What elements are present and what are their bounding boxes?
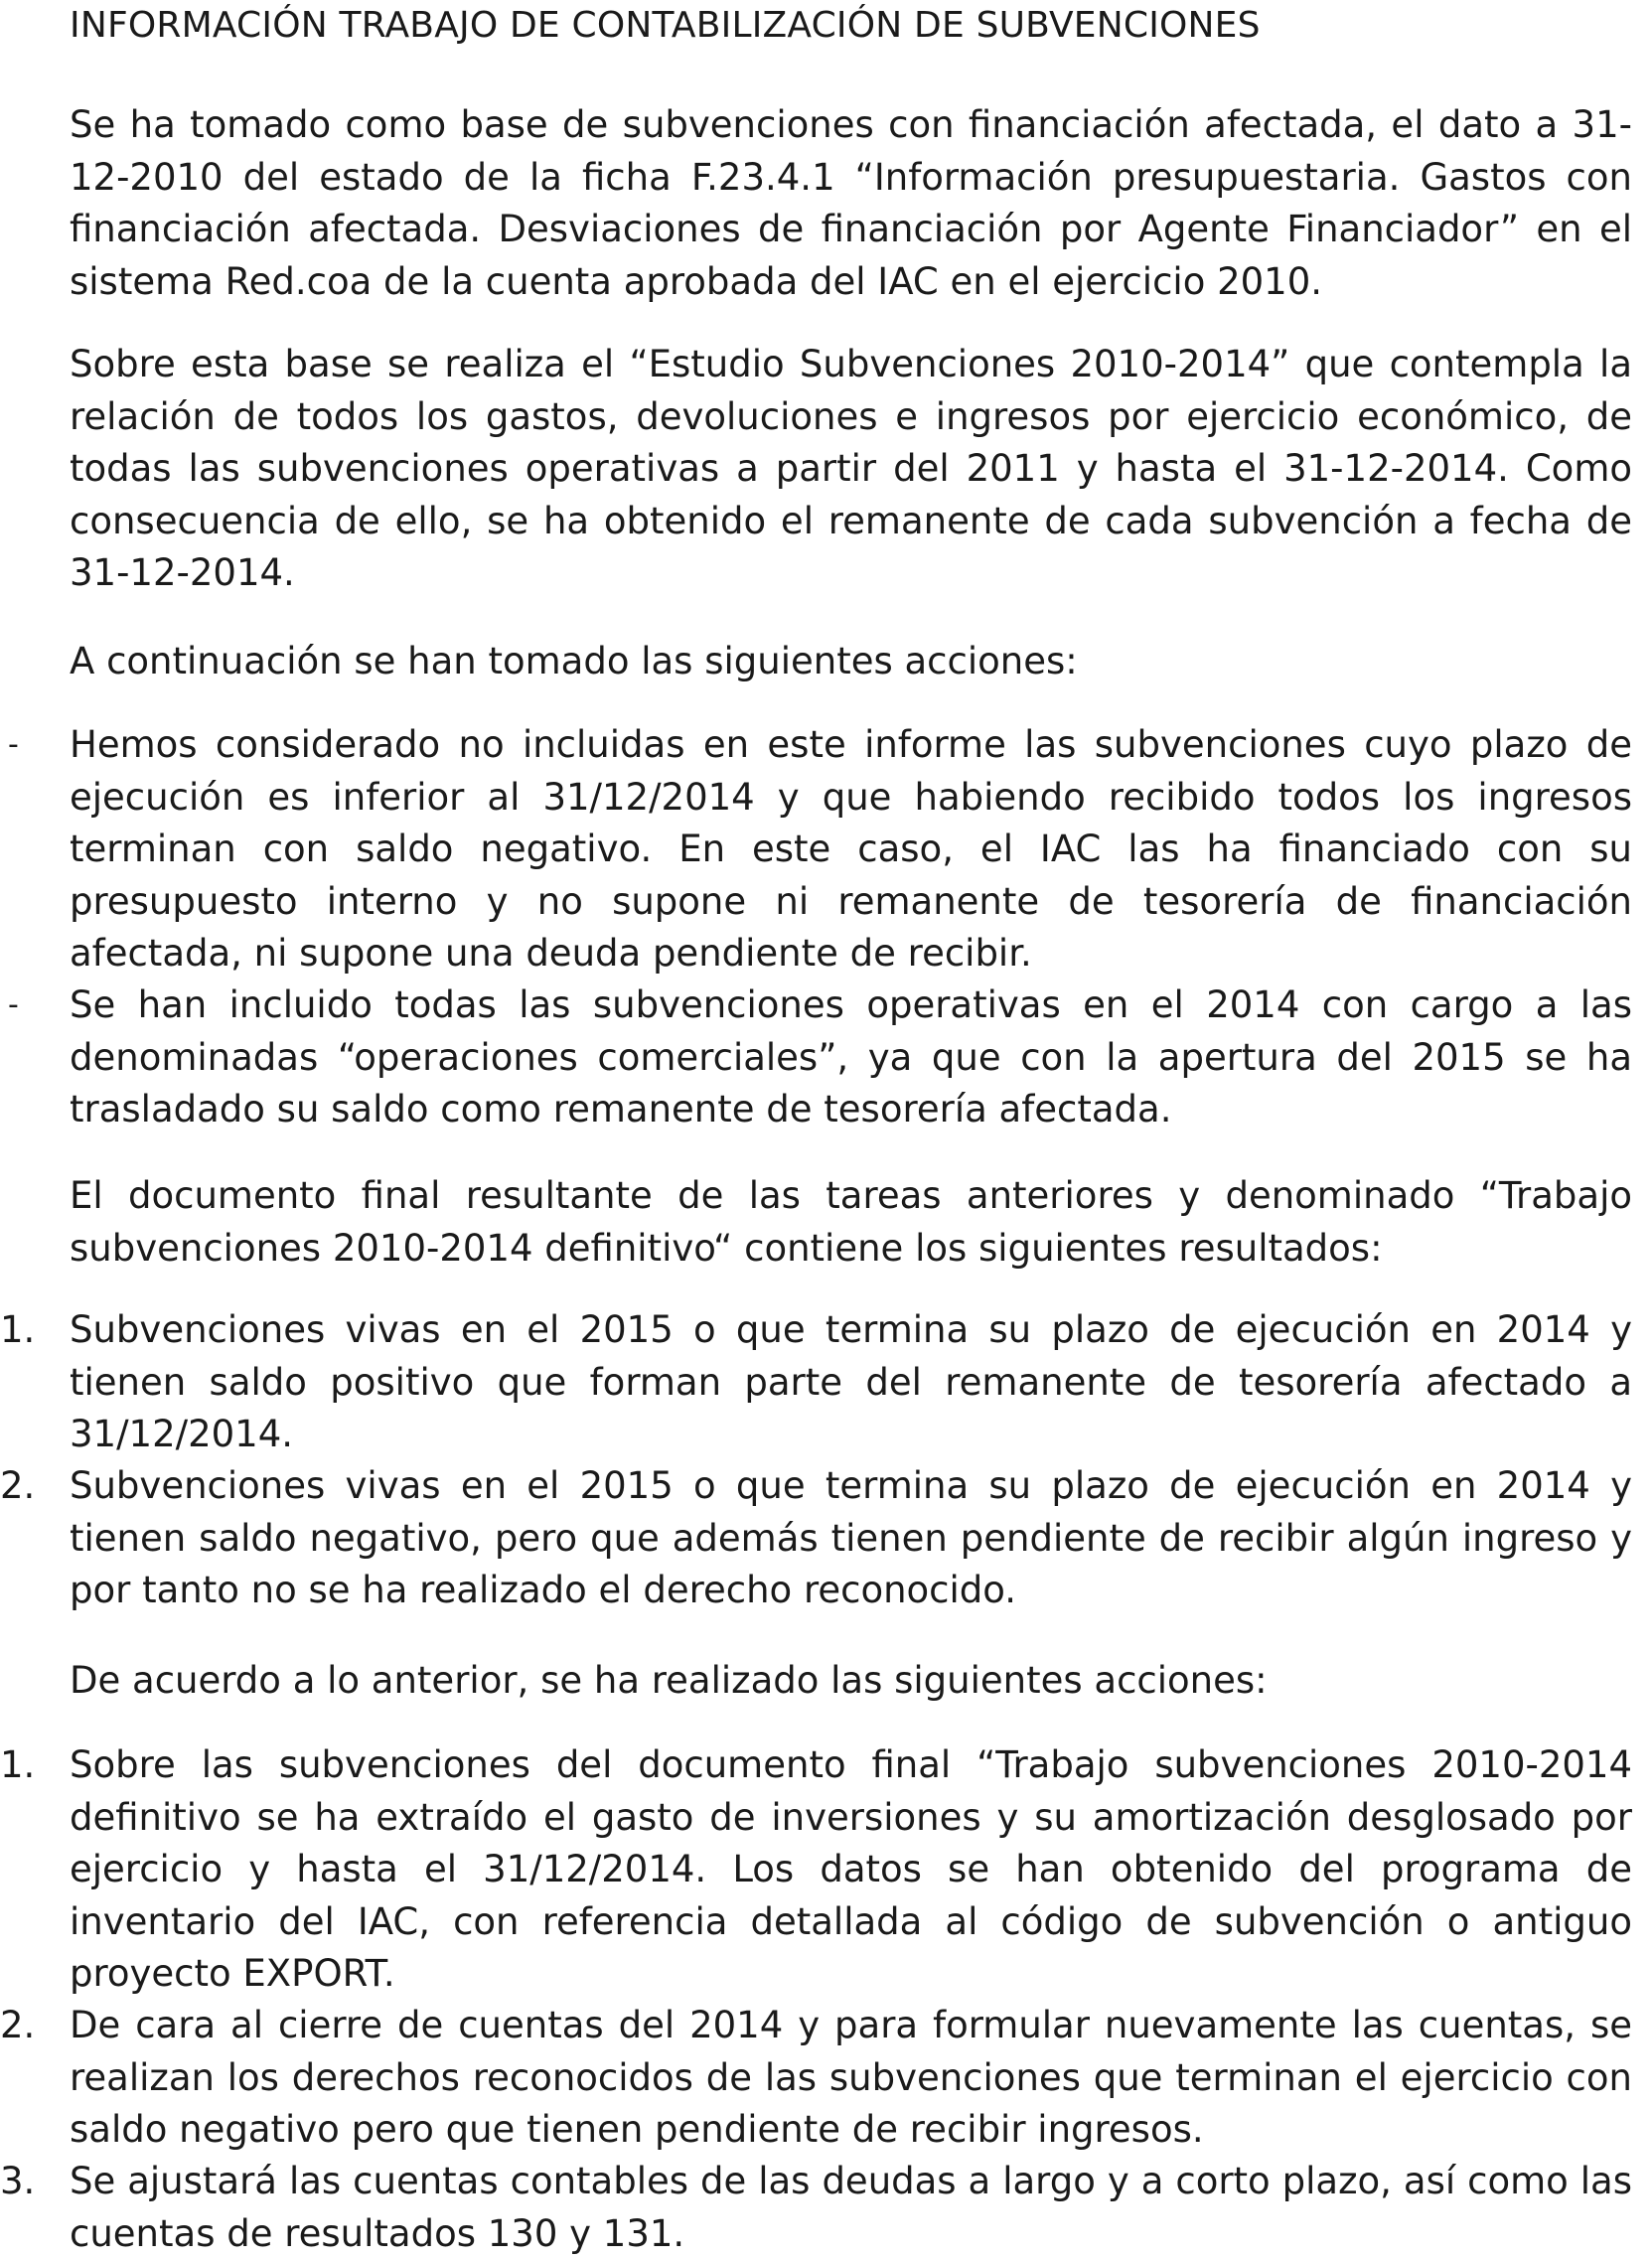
list-item xyxy=(0,1304,1632,1461)
list-marker: - xyxy=(8,987,19,1022)
list-item xyxy=(0,979,1632,1136)
list-item-text: Subvenciones vivas en el 2015 o que termina su plazo de ejecución en 2014 y tienen saldo positivo que forman parte del remanente de tesorería afectado a 31/12/2014. xyxy=(70,1308,1632,1455)
list-item-text: De cara al cierre de cuentas del 2014 y para formular nuevamente las cuentas, se realizan los derechos reconocidos de las subvenciones que terminan el ejercicio con saldo negativo pero que tienen pendiente de recibir ingresos. xyxy=(70,2004,1632,2151)
paragraph-acciones-intro: A continuación se han tomado las siguientes acciones: xyxy=(70,640,1078,682)
list-item-text: Hemos considerado no incluidas en este informe las subvenciones cuyo plazo de ejecución es inferior al 31/12/2014 y que habiendo recibido todos los ingresos terminan con saldo negativo. En este caso, el IAC las ha financiado con su presupuesto interno y no supone ni remanente de tesorería de financiación afectada, ni supone una deuda pendiente de recibir. xyxy=(70,723,1632,975)
list-item xyxy=(0,2156,1632,2260)
document-title: INFORMACIÓN TRABAJO DE CONTABILIZACIÓN DE SUBVENCIONES xyxy=(70,5,1261,46)
paragraph-base-subvenciones: Se ha tomado como base de subvenciones con financiación afectada, el dato a 31-12-2010 del estado de la ficha F.23.4.1 “Información presupuestaria. Gastos con financiación afectada. Desviaciones de financiación por Agente Financiador” en el sistema Red.coa de la cuenta aprobada del IAC en el ejercicio 2010. xyxy=(70,103,1632,303)
list-marker: - xyxy=(8,727,19,762)
paragraph-acuerdo-anterior: De acuerdo a lo anterior, se ha realizado las siguientes acciones: xyxy=(70,1659,1268,1702)
list-item xyxy=(0,2000,1632,2157)
list-item-text: Sobre las subvenciones del documento final “Trabajo subvenciones 2010-2014 definitivo se ha extraído el gasto de inversiones y su amortización desglosado por ejercicio y hasta el 31/12/2014. Los datos se han obtenido del programa de inventario del IAC, con referencia detallada al código de subvención o antiguo proyecto EXPORT. xyxy=(70,1743,1632,1995)
list-item-text: Se ajustará las cuentas contables de las deudas a largo y a corto plazo, así como las cuentas de resultados 130 y 131. xyxy=(70,2160,1632,2255)
list-item xyxy=(0,1739,1632,2001)
list-item xyxy=(0,1460,1632,1617)
list-marker: 2. xyxy=(0,2004,36,2046)
list-marker: 3. xyxy=(0,2160,36,2202)
paragraph-estudio-subvenciones: Sobre esta base se realiza el “Estudio Subvenciones 2010-2014” que contempla la relación de todos los gastos, devoluciones e ingresos por ejercicio económico, de todas las subvenciones operativas a partir del 2011 y hasta el 31-12-2014. Como consecuencia de ello, se ha obtenido el remanente de cada subvención a fecha de 31-12-2014. xyxy=(70,343,1632,594)
paragraph-documento-final: El documento final resultante de las tareas anteriores y denominado “Trabajo subvenciones 2010-2014 definitivo“ contiene los siguientes resultados: xyxy=(70,1174,1632,1270)
list-marker: 1. xyxy=(0,1308,36,1351)
list-item-text: Se han incluido todas las subvenciones operativas en el 2014 con cargo a las denominadas “operaciones comerciales”, ya que con la apertura del 2015 se ha trasladado su saldo como remanente de tesorería afectada. xyxy=(70,983,1632,1130)
list-item xyxy=(0,719,1632,980)
list-marker: 1. xyxy=(0,1743,36,1786)
list-item-text: Subvenciones vivas en el 2015 o que termina su plazo de ejecución en 2014 y tienen saldo negativo, pero que además tienen pendiente de recibir algún ingreso y por tanto no se ha realizado el derecho reconocido. xyxy=(70,1464,1632,1611)
list-marker: 2. xyxy=(0,1464,36,1507)
